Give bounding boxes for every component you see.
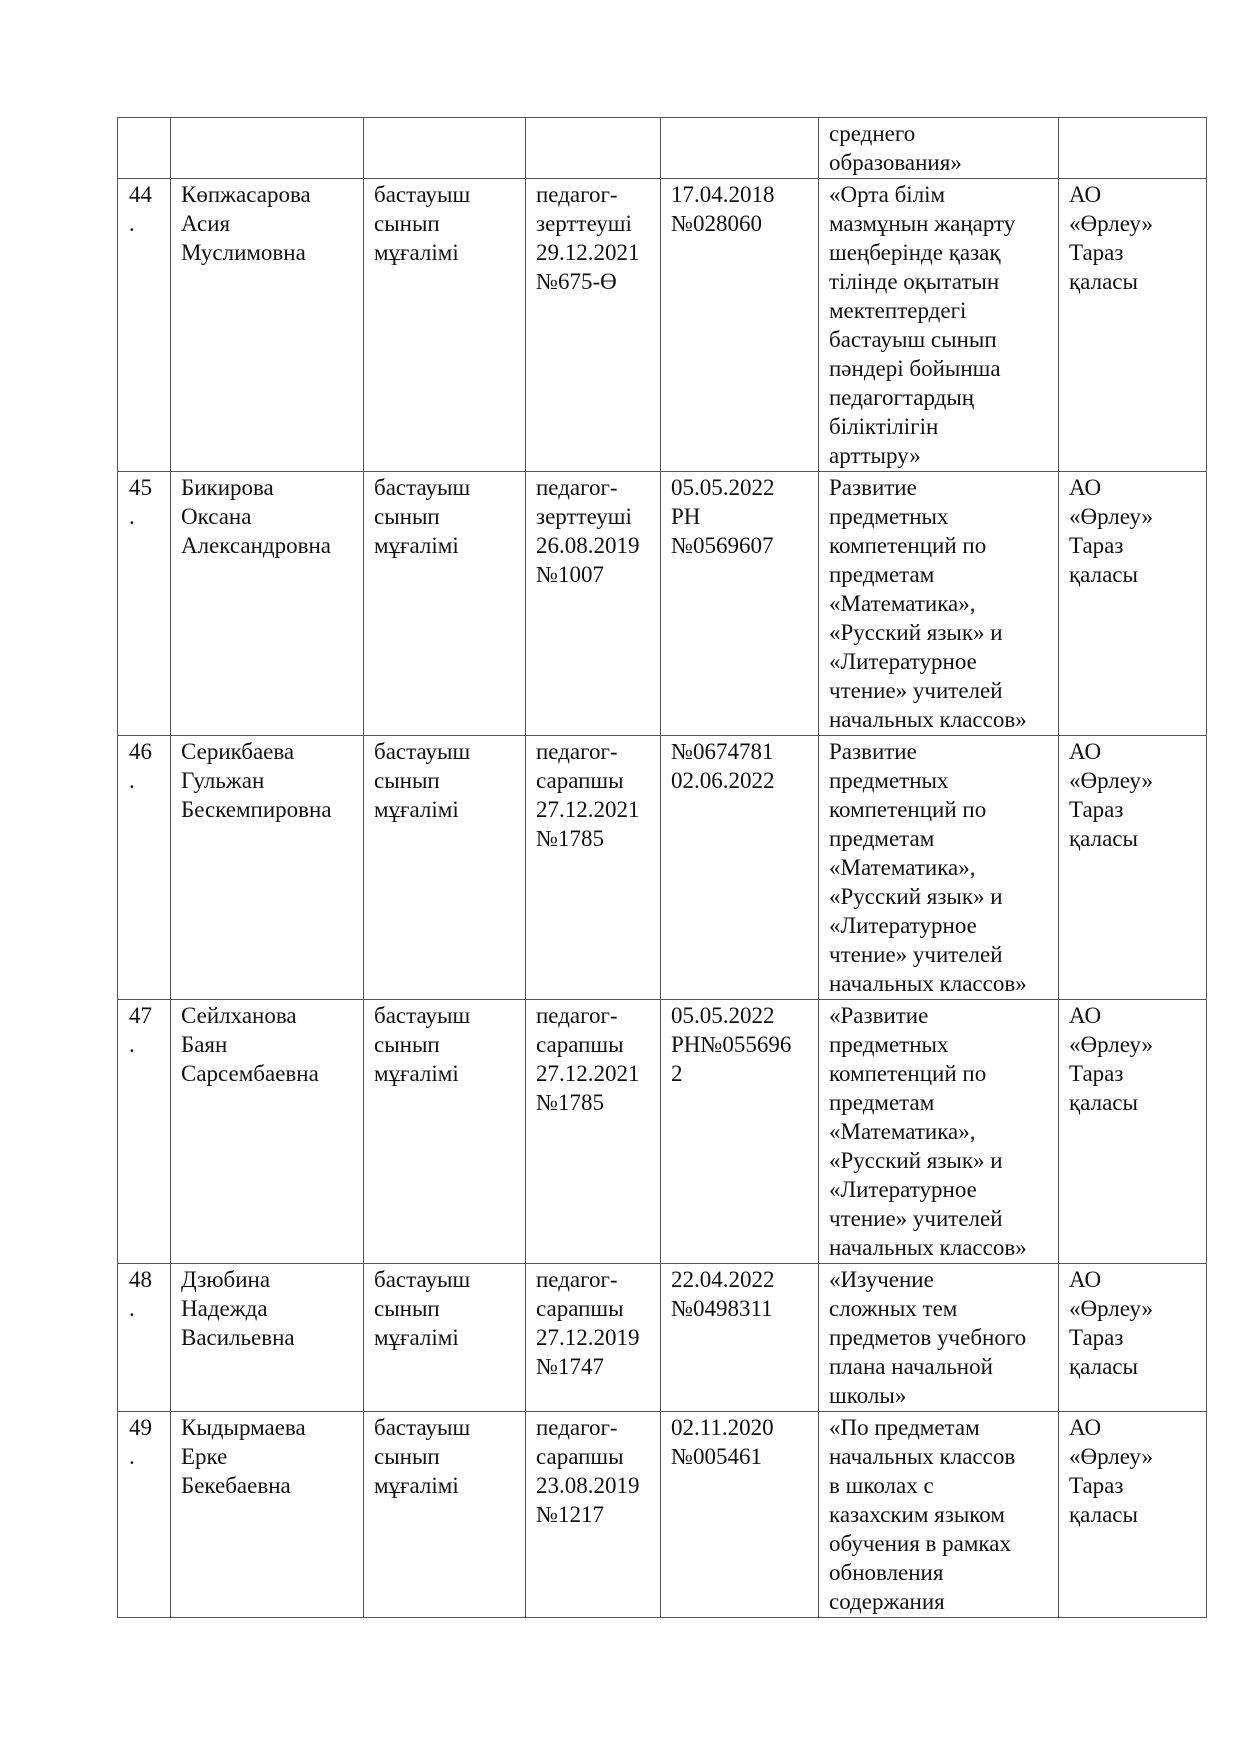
full-name-cell: Серикбаева Гульжан Бескемпировна xyxy=(171,736,364,1000)
course-cell: Развитие предметных компетенций по предметам «Математика», «Русский язык» и «Литературное чтение» учителей начальных классов» xyxy=(819,472,1059,736)
category-cell: педагог- зерттеуші 26.08.2019 №1007 xyxy=(526,472,661,736)
table-row xyxy=(118,179,1207,472)
certificate-cell: 22.04.2022 №0498311 xyxy=(661,1264,819,1412)
organization-cell: АО «Өрлеу» Тараз қаласы xyxy=(1059,1000,1207,1264)
course-cell: «Изучение сложных тем предметов учебного плана начальной школы» xyxy=(819,1264,1059,1412)
course-cell: Развитие предметных компетенций по предметам «Математика», «Русский язык» и «Литературное чтение» учителей начальных классов» xyxy=(819,736,1059,1000)
full-name-cell: Сейлханова Баян Сарсембаевна xyxy=(171,1000,364,1264)
row-number-cell: 48 . xyxy=(118,1264,171,1412)
full-name-cell: Кыдырмаева Ерке Бекебаевна xyxy=(171,1412,364,1618)
category-cell: педагог- сарапшы 23.08.2019 №1217 xyxy=(526,1412,661,1618)
position-cell: бастауыш сынып мұғалімі xyxy=(364,179,526,472)
row-number-cell: 47 . xyxy=(118,1000,171,1264)
organization-cell: АО «Өрлеу» Тараз қаласы xyxy=(1059,1412,1207,1618)
category-cell: педагог- сарапшы 27.12.2021 №1785 xyxy=(526,736,661,1000)
full-name-cell xyxy=(171,118,364,179)
certificate-cell: №0674781 02.06.2022 xyxy=(661,736,819,1000)
position-cell: бастауыш сынып мұғалімі xyxy=(364,1412,526,1618)
full-name-cell: Көпжасарова Асия Муслимовна xyxy=(171,179,364,472)
course-cell: «По предметам начальных классов в школах с казахским языком обучения в рамках обновления содержания xyxy=(819,1412,1059,1618)
position-cell: бастауыш сынып мұғалімі xyxy=(364,736,526,1000)
position-cell: бастауыш сынып мұғалімі xyxy=(364,472,526,736)
row-number-cell xyxy=(118,118,171,179)
table-row xyxy=(118,1264,1207,1412)
certificate-cell: 05.05.2022 РН№055696 2 xyxy=(661,1000,819,1264)
row-number-cell: 45 . xyxy=(118,472,171,736)
organization-cell xyxy=(1059,118,1207,179)
row-number-cell: 49 . xyxy=(118,1412,171,1618)
organization-cell: АО «Өрлеу» Тараз қаласы xyxy=(1059,179,1207,472)
certificate-cell: 05.05.2022 РН №0569607 xyxy=(661,472,819,736)
position-cell: бастауыш сынып мұғалімі xyxy=(364,1000,526,1264)
staff-qualification-table xyxy=(117,117,1207,1618)
table-row xyxy=(118,118,1207,179)
position-cell xyxy=(364,118,526,179)
row-number-cell: 46 . xyxy=(118,736,171,1000)
category-cell: педагог- сарапшы 27.12.2019 №1747 xyxy=(526,1264,661,1412)
table-row xyxy=(118,1412,1207,1618)
organization-cell: АО «Өрлеу» Тараз қаласы xyxy=(1059,1264,1207,1412)
certificate-cell: 17.04.2018 №028060 xyxy=(661,179,819,472)
certificate-cell: 02.11.2020 №005461 xyxy=(661,1412,819,1618)
table-row xyxy=(118,736,1207,1000)
table-row xyxy=(118,1000,1207,1264)
certificate-cell xyxy=(661,118,819,179)
full-name-cell: Дзюбина Надежда Васильевна xyxy=(171,1264,364,1412)
position-cell: бастауыш сынып мұғалімі xyxy=(364,1264,526,1412)
table-row xyxy=(118,472,1207,736)
course-cell: «Орта білім мазмұнын жаңарту шеңберінде қазақ тілінде оқытатын мектептердегі бастауыш сынып пәндері бойынша педагогтардың біліктілігін арттыру» xyxy=(819,179,1059,472)
category-cell: педагог- зерттеуші 29.12.2021 №675-Ө xyxy=(526,179,661,472)
category-cell: педагог- сарапшы 27.12.2021 №1785 xyxy=(526,1000,661,1264)
organization-cell: АО «Өрлеу» Тараз қаласы xyxy=(1059,472,1207,736)
organization-cell: АО «Өрлеу» Тараз қаласы xyxy=(1059,736,1207,1000)
row-number-cell: 44 . xyxy=(118,179,171,472)
full-name-cell: Бикирова Оксана Александровна xyxy=(171,472,364,736)
course-cell: «Развитие предметных компетенций по предметам «Математика», «Русский язык» и «Литературное чтение» учителей начальных классов» xyxy=(819,1000,1059,1264)
course-cell: среднего образования» xyxy=(819,118,1059,179)
category-cell xyxy=(526,118,661,179)
